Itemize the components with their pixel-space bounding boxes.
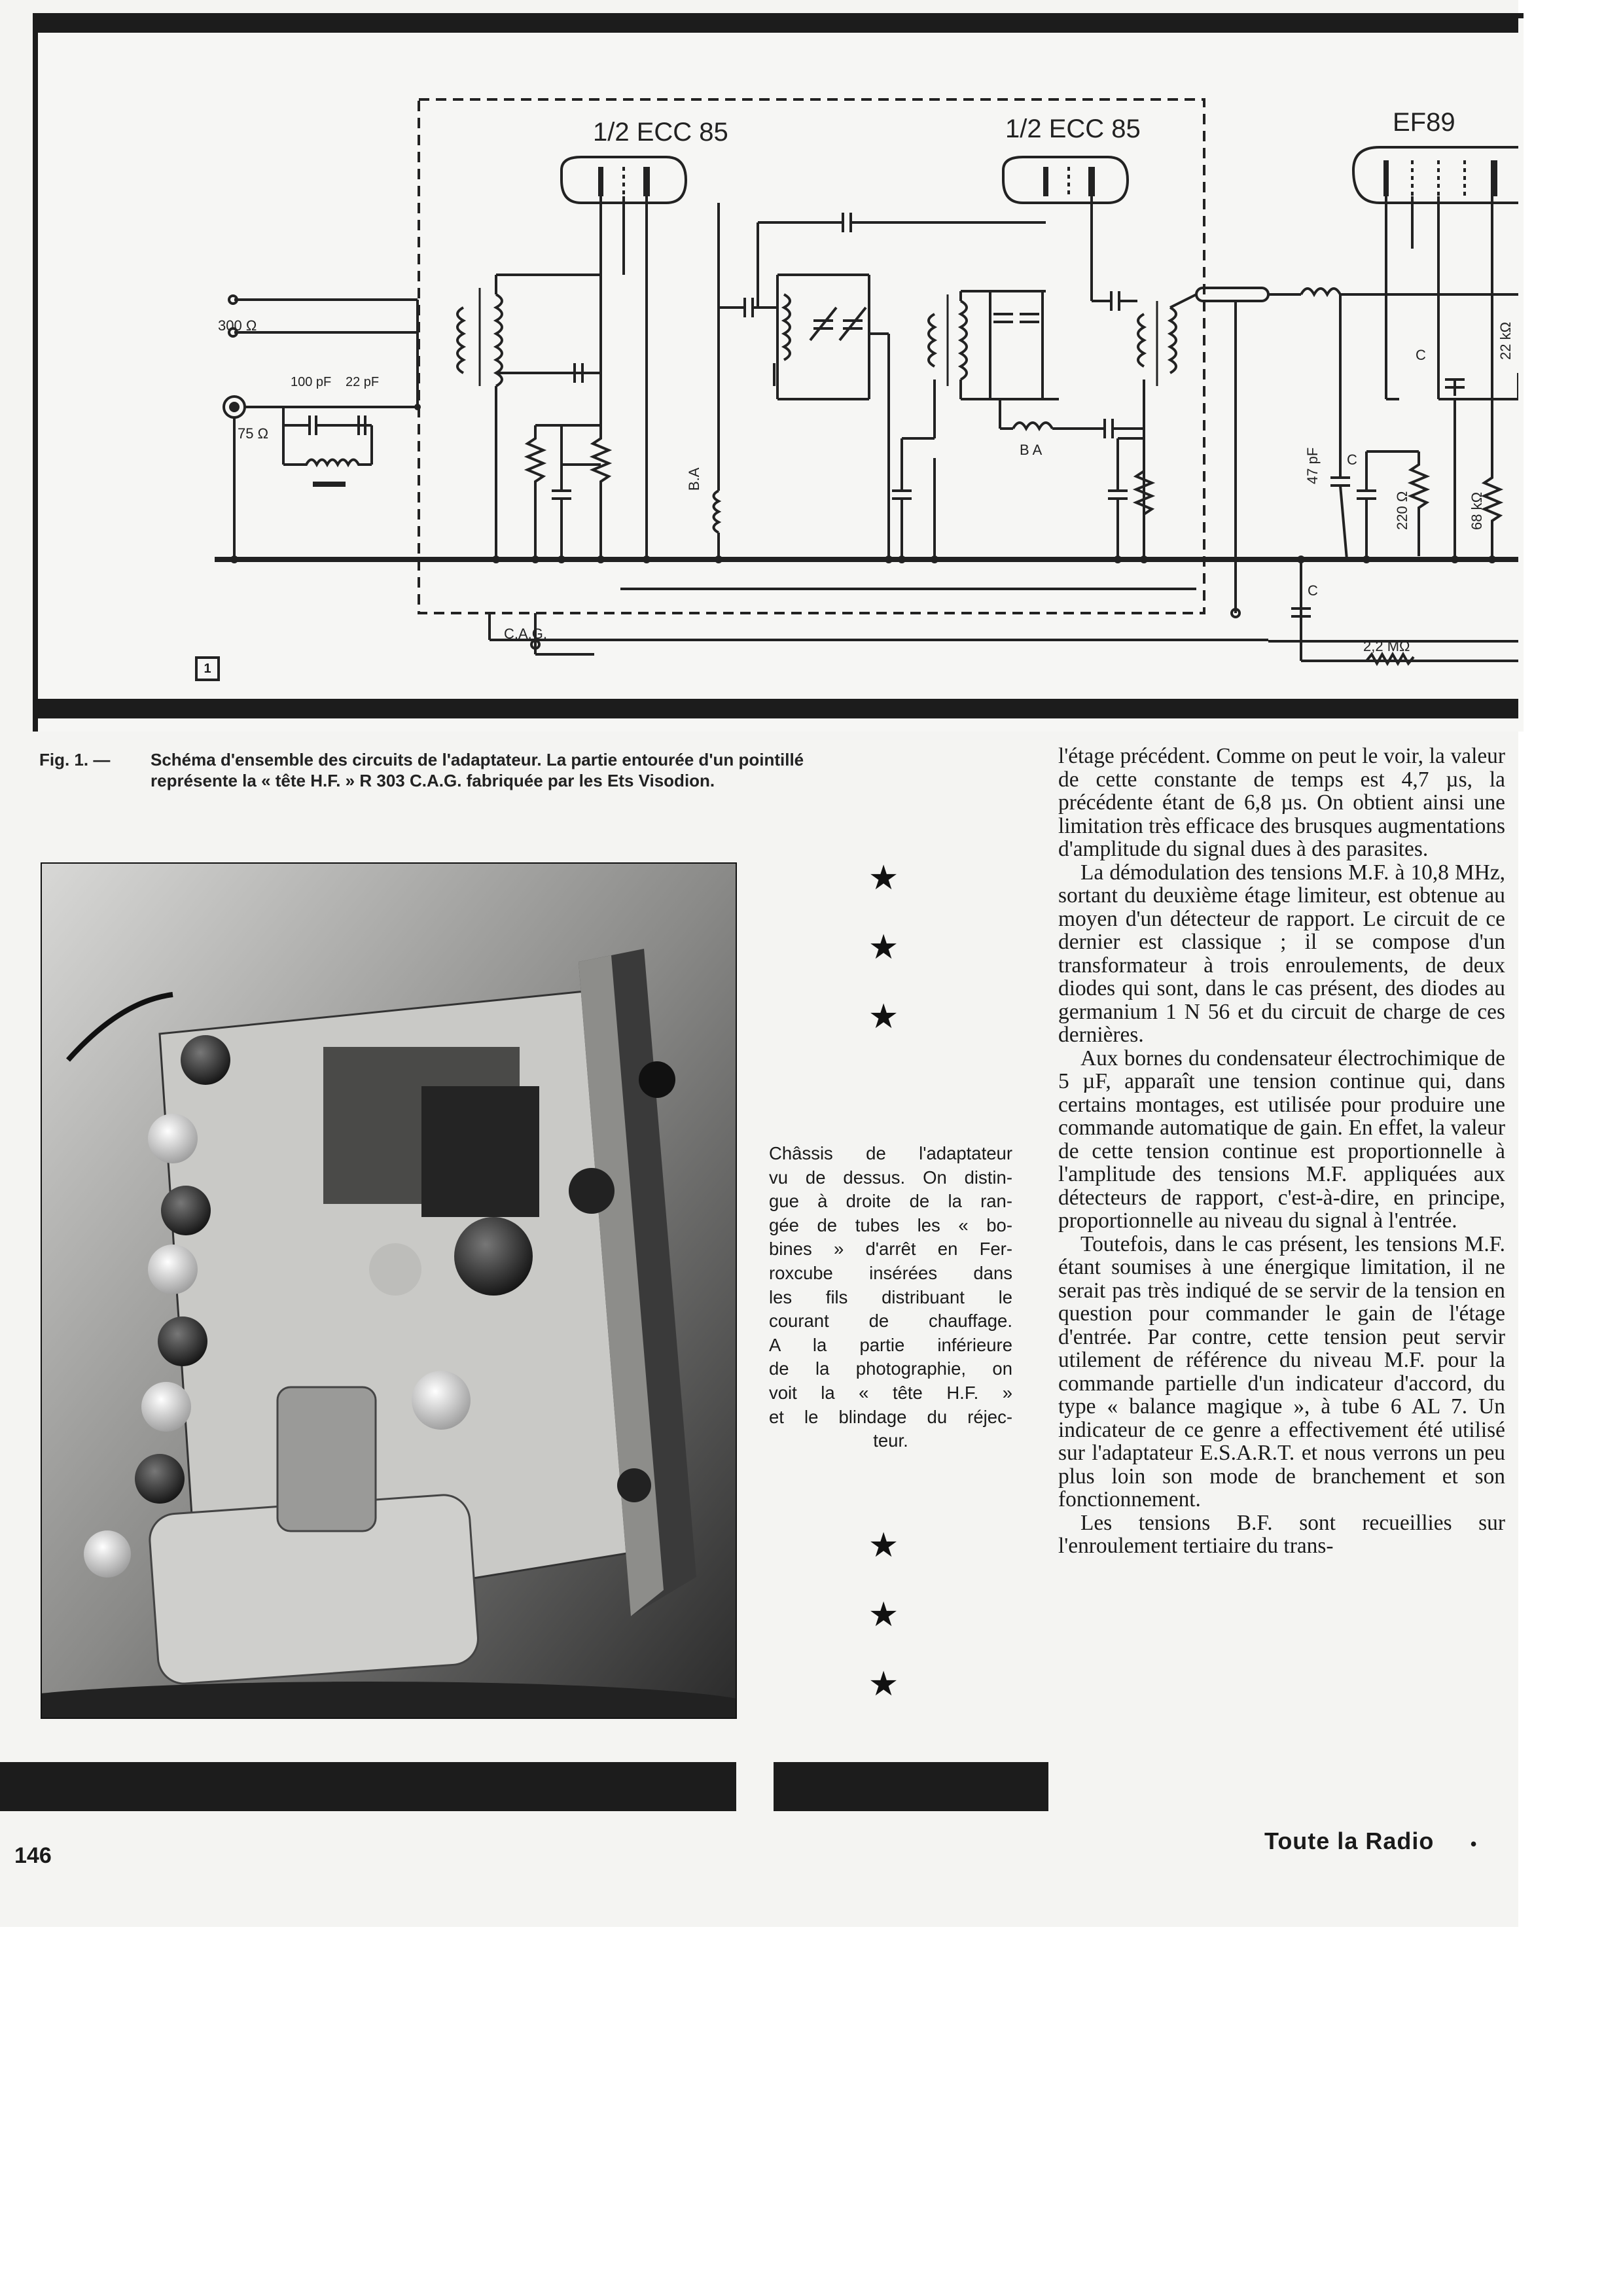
label-47pf: 47 pF (1304, 447, 1321, 484)
tube-label-2: 1/2 ECC 85 (1005, 115, 1141, 143)
article-paragraph: Les tensions B.F. sont recueillies sur l'enroulement tertiaire du trans- (1058, 1510, 1505, 1558)
figure-number-box: 1 (195, 656, 220, 681)
star-ornament: ★ (868, 998, 899, 1036)
label-22k: 22 kΩ (1497, 321, 1514, 360)
label-c-3: C (1308, 582, 1318, 599)
star-ornament: ★ (868, 1527, 899, 1564)
star-ornament: ★ (868, 1597, 899, 1634)
photo-caption-line: les fils distribuant le (769, 1286, 1012, 1307)
chassis-photo (41, 862, 737, 1719)
tube-label-3: EF89 (1393, 108, 1455, 137)
photo-caption-line: bines » d'arrêt en Fer- (769, 1239, 1012, 1260)
figure-caption (39, 749, 955, 791)
photo-caption-line: Châssis de l'adaptateur (769, 1143, 1012, 1163)
label-2-2m: 2,2 MΩ (1363, 638, 1410, 654)
star-ornament: ★ (868, 860, 899, 897)
label-68k: 68 kΩ (1469, 491, 1485, 530)
photo-caption-line: voit la « tête H.F. » (769, 1382, 1012, 1403)
star-ornament: ★ (868, 1666, 899, 1703)
label-ba-1: B.A (686, 467, 702, 491)
article-paragraph: La démodulation des tensions M.F. à 10,8 MHz, sortant du deuxième étage limiteur, est obtenue au moyen d'un détecteur de rapport. Le circuit de ce dernier est classique ; il se compose d'un transformateur à trois enroulements, de deux diodes qui sont, dans le cas présent, des diodes au germanium 1 N 56 et du circuit de charge de ces dernières. (1058, 860, 1505, 1047)
stars-bottom (864, 1511, 903, 1720)
caption-label: Fig. 1. — (39, 750, 111, 769)
label-100pf: 100 pF (291, 375, 332, 389)
photo-caption-line: courant de chauffage. (769, 1311, 1012, 1332)
tube-2-envelope (1003, 157, 1128, 203)
photo-caption-line: de la photographie, on (769, 1358, 1012, 1379)
article-column (1058, 745, 1505, 1558)
label-c-1: C (1347, 451, 1357, 468)
figure-top-bar (33, 13, 1518, 33)
label-ba-2: B A (1020, 442, 1043, 458)
label-c-2: C (1416, 347, 1426, 363)
caption-line-1: Schéma d'ensemble des circuits de l'adaptateur. La partie entourée d'un pointillé (151, 750, 804, 769)
label-300-ohm: 300 Ω (218, 317, 257, 334)
photo-caption-line: vu de dessus. On distin- (769, 1167, 1012, 1188)
caption-line-2: représente la « tête H.F. » R 303 C.A.G. fabriquée par les Ets Visodion. (151, 771, 715, 790)
photo-caption-line: gue à droite de la ran- (769, 1191, 1012, 1212)
circuit-schematic (38, 33, 1518, 699)
tube-label-1: 1/2 ECC 85 (593, 118, 728, 147)
tube-1-envelope (562, 157, 686, 203)
photo-caption-line: roxcube insérées dans (769, 1262, 1012, 1283)
article-paragraph: l'étage précédent. Comme on peut le voir, la valeur de cette constante de temps est 4,7 µs, la précédente étant de 6,8 µs. On obtient ainsi une limitation très efficace des brusques augmentations d'amplitude du signal dues à des parasites. (1058, 744, 1505, 861)
label-22pf: 22 pF (346, 375, 380, 389)
article-paragraph: Toutefois, dans le cas présent, les tensions M.F. étant soumises à une énergique limitation, il ne serait pas très indiqué de se servir de la tension en question pour commander le gain de l'étage d'entrée. Par contre, cette tension peut servir utilement de référence du niveau M.F. pour la commande partielle d'un indicateur d'accord, du type « balance magique », à tube 6 AL 7. Un indicateur de ce genre a effectivement été utilisé sur l'adaptateur E.S.A.R.T. et nous verrons un peu plus loin son mode de branchement et son fonctionnement. (1058, 1231, 1505, 1511)
bottom-bar-right (774, 1762, 1048, 1811)
photo-caption-line: gée de tubes les « bo- (769, 1214, 1012, 1235)
photo-caption-line: A la partie inférieure (769, 1334, 1012, 1355)
figure-bottom-bar (33, 699, 1518, 718)
label-cag: C.A.G. (504, 626, 548, 642)
footer-bullet: • (1470, 1832, 1478, 1856)
photo-caption (769, 1142, 1012, 1453)
label-75-ohm: 75 Ω (238, 425, 269, 442)
photo-caption-line: teur. (873, 1430, 908, 1451)
stars-top (864, 844, 903, 1052)
page-number: 146 (14, 1843, 52, 1868)
label-220-ohm: 220 Ω (1394, 491, 1410, 530)
bottom-bar-left (0, 1762, 736, 1811)
star-ornament: ★ (868, 929, 899, 966)
article-paragraph: Aux bornes du condensateur électrochimique de 5 µF, apparaît une tension continue qui, dans certains montages, est utilisée pour produire une commande automatique de gain. En effet, la valeur de cette tension continue est proportionnelle à l'amplitude des tensions M.F. appliquées aux détecteurs de rapport, c'est-à-dire, en principe, proportionnelle au niveau du signal à l'entrée. (1058, 1046, 1505, 1233)
running-footer: Toute la Radio (1264, 1828, 1435, 1854)
photo-caption-line: et le blindage du réjec- (769, 1406, 1012, 1427)
